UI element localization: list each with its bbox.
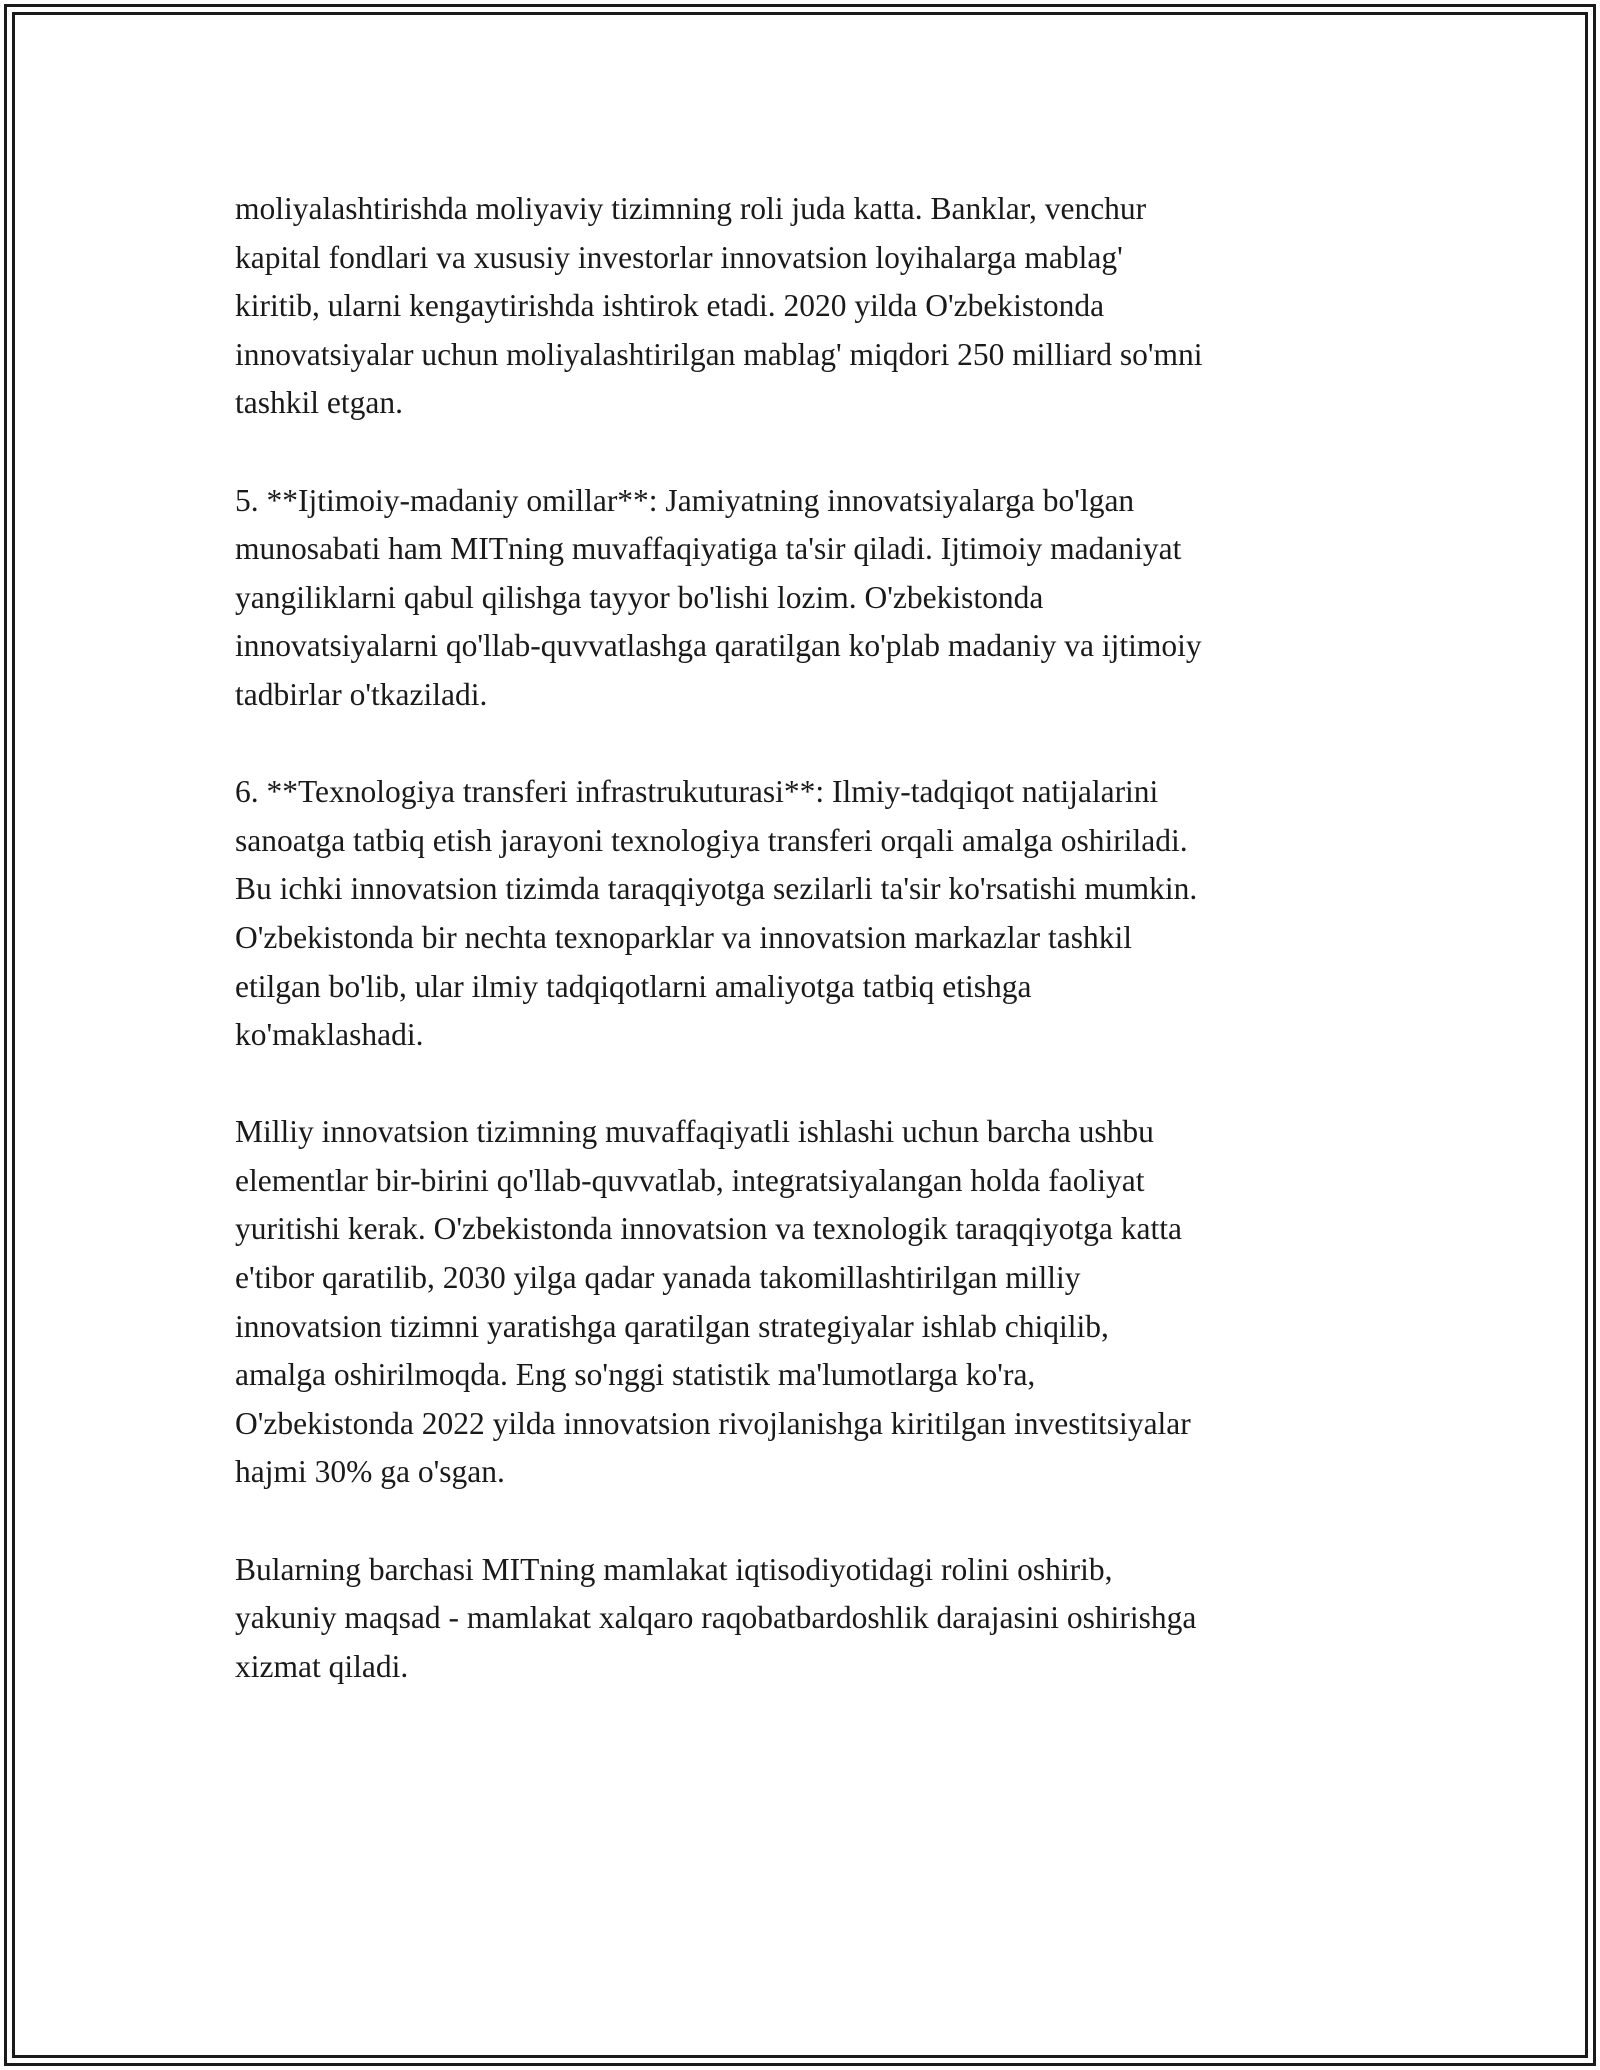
text-line: etilgan bo'lib, ular ilmiy tadqiqotlarni amaliyotga tatbiq etishga [235,968,1032,1004]
text-line: Milliy innovatsion tizimning muvaffaqiyatli ishlashi uchun barcha ushbu [235,1114,1154,1150]
text-line: O'zbekistonda bir nechta texnoparklar va innovatsion markazlar tashkil [235,919,1132,955]
paragraph-national-innovation-system [235,1108,1365,1497]
text-line: kapital fondlari va xususiy investorlar innovatsion loyihalarga mablag' [235,239,1123,275]
text-line: tadbirlar o'tkaziladi. [235,676,488,712]
text-line: yakuniy maqsad - mamlakat xalqaro raqobatbardoshlik darajasini oshirishga [235,1600,1197,1636]
text-line: Bularning barchasi MITning mamlakat iqtisodiyotidagi rolini oshirib, [235,1551,1113,1587]
text-line: innovatsiyalar uchun moliyalashtirilgan mablag' miqdori 250 milliard so'mni [235,336,1203,372]
text-line: Bu ichki innovatsion tizimda taraqqiyotga sezilarli ta'sir ko'rsatishi mumkin. [235,871,1198,907]
text-line: amalga oshirilmoqda. Eng so'nggi statistik ma'lumotlarga ko'ra, [235,1357,1036,1393]
text-line: innovatsion tizimni yaratishga qaratilgan strategiyalar ishlab chiqilib, [235,1308,1109,1344]
text-line: 6. **Texnologiya transferi infrastrukuturasi**: Ilmiy-tadqiqot natijalarini [235,774,1159,810]
paragraph-technology-transfer [235,768,1365,1060]
text-line: O'zbekistonda 2022 yilda innovatsion rivojlanishga kiritilgan investitsiyalar [235,1405,1191,1441]
text-line: xizmat qiladi. [235,1648,409,1684]
text-line: yangiliklarni qabul qilishga tayyor bo'lishi lozim. O'zbekistonda [235,579,1044,615]
text-line: munosabati ham MITning muvaffaqiyatiga ta'sir qiladi. Ijtimoiy madaniyat [235,531,1182,567]
paragraph-financing [235,185,1365,428]
paragraph-conclusion [235,1546,1365,1692]
text-line: moliyalashtirishda moliyaviy tizimning roli juda katta. Banklar, venchur [235,191,1147,226]
text-line: e'tibor qaratilib, 2030 yilga qadar yanada takomillashtirilgan milliy [235,1260,1081,1296]
text-line: ko'maklashadi. [235,1017,424,1053]
text-line: hajmi 30% ga o'sgan. [235,1454,505,1490]
text-line: sanoatga tatbiq etish jarayoni texnologiya transferi orqali amalga oshiriladi. [235,822,1188,858]
document-body [235,185,1365,1740]
paragraph-socio-cultural [235,477,1365,720]
text-line: tashkil etgan. [235,385,403,421]
text-line: 5. **Ijtimoiy-madaniy omillar**: Jamiyatning innovatsiyalarga bo'lgan [235,482,1135,518]
text-line: kiritib, ularni kengaytirishda ishtirok etadi. 2020 yilda O'zbekistonda [235,288,1105,324]
text-line: innovatsiyalarni qo'llab-quvvatlashga qaratilgan ko'plab madaniy va ijtimoiy [235,628,1202,664]
text-line: yuritishi kerak. O'zbekistonda innovatsion va texnologik taraqqiyotga katta [235,1211,1182,1247]
text-line: elementlar bir-birini qo'llab-quvvatlab, integratsiyalangan holda faoliyat [235,1162,1145,1198]
